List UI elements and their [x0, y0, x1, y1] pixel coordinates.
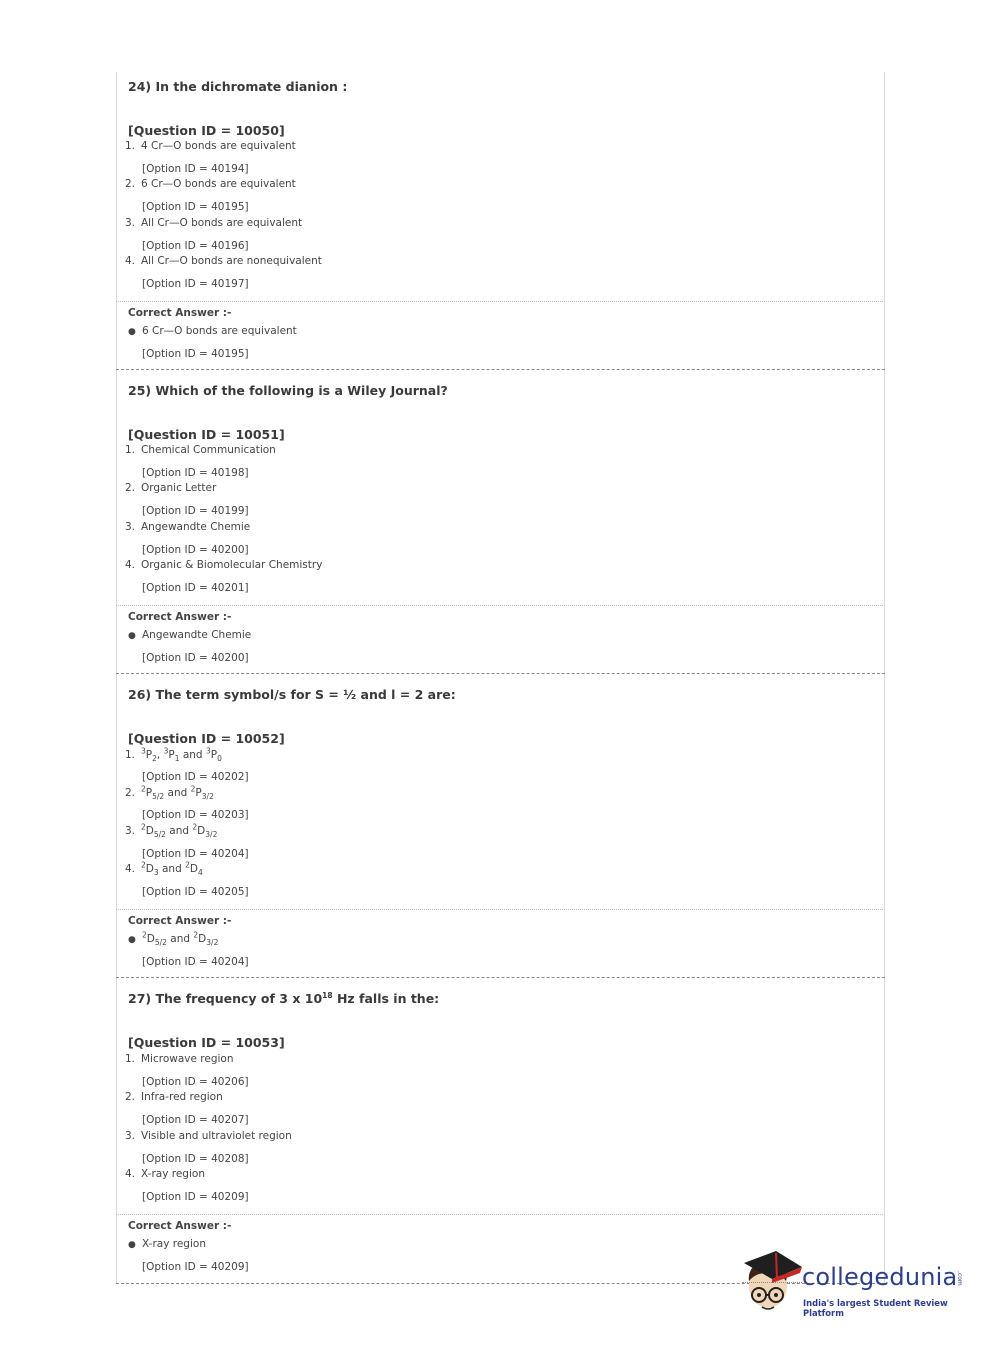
correct-option-id: [Option ID = 40209]	[142, 1261, 249, 1273]
answer-divider	[116, 605, 883, 606]
question-id: [Question ID = 10053]	[128, 1035, 285, 1050]
option-id: [Option ID = 40202]	[142, 771, 249, 783]
option-id: [Option ID = 40206]	[142, 1076, 249, 1088]
question-27	[116, 978, 885, 1284]
option-2: 2. 6 Cr—O bonds are equivalent	[125, 178, 296, 190]
logo-brand: collegedunia	[802, 1263, 958, 1291]
question-id: [Question ID = 10050]	[128, 123, 285, 138]
option-4: 4. X-ray region	[125, 1168, 205, 1180]
question-25	[116, 370, 885, 674]
answer-divider	[116, 909, 883, 910]
logo-dotted-line	[742, 1282, 802, 1283]
correct-option-id: [Option ID = 40195]	[142, 348, 249, 360]
option-id: [Option ID = 40196]	[142, 240, 249, 252]
option-4: 4. $^2D_3$ and $^2D_4$	[125, 860, 203, 878]
correct-answer-label: Correct Answer :-	[128, 611, 232, 623]
answer-divider	[116, 301, 883, 302]
option-id: [Option ID = 40204]	[142, 848, 249, 860]
correct-answer: ● 6 Cr—O bonds are equivalent	[128, 325, 297, 337]
correct-answer-label: Correct Answer :-	[128, 1220, 232, 1232]
question-title: 27) The frequency of 3 x $10^{18}$ Hz falls in the:	[128, 990, 440, 1006]
correct-answer-label: Correct Answer :-	[128, 915, 232, 927]
option-2: 2. Infra-red region	[125, 1091, 223, 1103]
correct-answer-label: Correct Answer :-	[128, 307, 232, 319]
option-3: 3. $^2D_{5/2}$ and $^2D_{3/2}$	[125, 822, 218, 840]
option-id: [Option ID = 40195]	[142, 201, 249, 213]
collegedunia-logo[interactable]	[742, 1249, 972, 1319]
option-4: 4. All Cr—O bonds are nonequivalent	[125, 255, 322, 267]
option-4: 4. Organic & Biomolecular Chemistry	[125, 559, 323, 571]
option-id: [Option ID = 40208]	[142, 1153, 249, 1165]
bullet-icon: ●	[128, 935, 136, 945]
option-1: 1. 4 Cr—O bonds are equivalent	[125, 140, 296, 152]
question-title: 25) Which of the following is a Wiley Journal?	[128, 383, 448, 398]
question-id: [Question ID = 10052]	[128, 731, 285, 746]
option-id: [Option ID = 40199]	[142, 505, 249, 517]
correct-answer: ● X-ray region	[128, 1238, 206, 1250]
option-2: 2. Organic Letter	[125, 482, 217, 494]
option-id: [Option ID = 40200]	[142, 544, 249, 556]
correct-answer: ● $^2D_{5/2}$ and $^2D_{3/2}$	[128, 930, 219, 948]
option-id: [Option ID = 40198]	[142, 467, 249, 479]
option-id: [Option ID = 40207]	[142, 1114, 249, 1126]
option-id: [Option ID = 40205]	[142, 886, 249, 898]
correct-option-id: [Option ID = 40204]	[142, 956, 249, 968]
option-id: [Option ID = 40197]	[142, 278, 249, 290]
option-3: 3. Angewandte Chemie	[125, 521, 251, 533]
option-3: 3. All Cr—O bonds are equivalent	[125, 217, 303, 229]
option-2: 2. $^2P_{5/2}$ and $^2P_{3/2}$	[125, 784, 214, 802]
option-id: [Option ID = 40201]	[142, 582, 249, 594]
answer-divider	[116, 1214, 883, 1215]
option-id: [Option ID = 40203]	[142, 809, 249, 821]
question-id: [Question ID = 10051]	[128, 427, 285, 442]
logo-dotcom: .com	[956, 1271, 963, 1286]
question-title: 24) In the dichromate dianion :	[128, 79, 348, 94]
option-id: [Option ID = 40194]	[142, 163, 249, 175]
question-26	[116, 674, 885, 978]
correct-answer: ● Angewandte Chemie	[128, 629, 252, 641]
question-24	[116, 72, 885, 370]
option-3: 3. Visible and ultraviolet region	[125, 1130, 292, 1142]
mascot-icon	[742, 1249, 806, 1319]
option-1: 1. $^3P_2$, $^3P_1$ and $^3P_0$	[125, 746, 222, 764]
option-1: 1. Chemical Communication	[125, 444, 276, 456]
bullet-icon: ●	[128, 1240, 136, 1250]
option-1: 1. Microwave region	[125, 1053, 234, 1065]
correct-option-id: [Option ID = 40200]	[142, 652, 249, 664]
bullet-icon: ●	[128, 327, 136, 337]
question-title: 26) The term symbol/s for S = ½ and l = 2 are:	[128, 687, 456, 702]
logo-tagline: India's largest Student Review Platform	[803, 1298, 948, 1318]
bullet-icon: ●	[128, 631, 136, 641]
option-id: [Option ID = 40209]	[142, 1191, 249, 1203]
